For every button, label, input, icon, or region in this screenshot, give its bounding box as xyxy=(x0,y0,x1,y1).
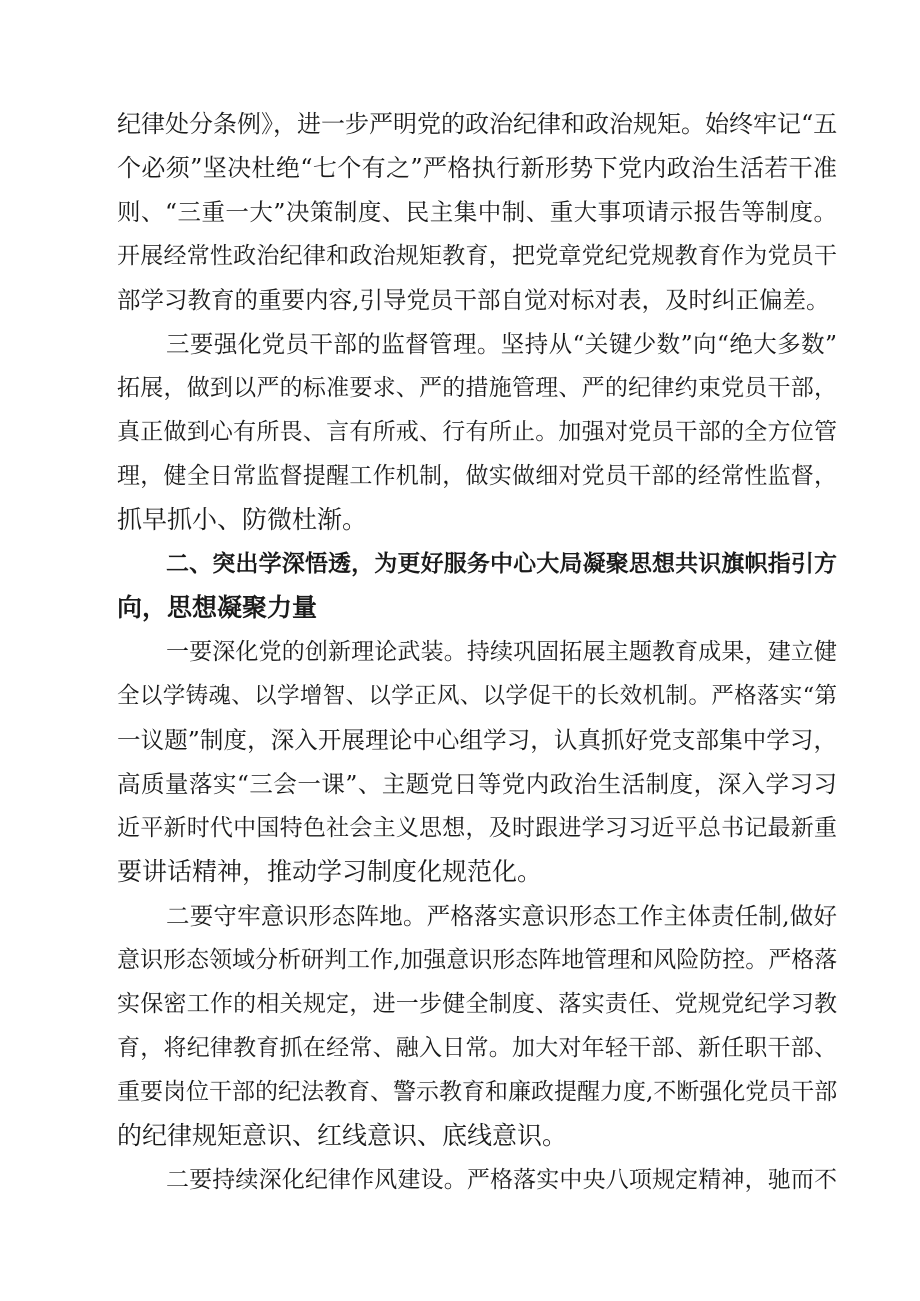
paragraph-first-line: 二要持续深化纪律作风建设。严格落实中央八项规定精神，驰而不 xyxy=(166,1167,837,1193)
text-line: 拓展，做到以严的标准要求、严的措施管理、严的纪律约束党员干部， xyxy=(117,375,837,401)
text-line: 个必须”坚决杜绝“七个有之”严格执行新形势下党内政治生活若干准 xyxy=(117,154,837,182)
text-line: 的纪律规矩意识、红线意识、底线意识。 xyxy=(117,1121,568,1150)
text-line: 育，将纪律教育抓在经常、融入日常。加大对年轻干部、新任职干部、 xyxy=(117,1035,837,1061)
text-line: 一议题”制度，深入开展理论中心组学习，认真抓好党支部集中学习， xyxy=(117,726,837,754)
text-line: 意识形态领域分析研判工作,加强意识形态阵地管理和风险防控。严格落 xyxy=(117,947,838,973)
text-line: 重要岗位干部的纪法教育、警示教育和廉政提醒力度,不断强化党员干部 xyxy=(117,1079,838,1105)
paragraph-first-line: 三要强化党员干部的监督管理。坚持从“关键少数”向“绝大多数” xyxy=(166,330,837,358)
text-line: 则、“三重一大”决策制度、民主集中制、重大事项请示报告等制度。 xyxy=(117,198,837,226)
text-line: 部学习教育的重要内容,引导党员干部自觉对标对表，及时纠正偏差。 xyxy=(117,286,830,314)
text-line: 开展经常性政治纪律和政治规矩教育，把党章党纪党规教育作为党员干 xyxy=(117,243,837,269)
text-line: 实保密工作的相关规定，进一步健全制度、落实责任、党规党纪学习教 xyxy=(117,991,837,1017)
paragraph-first-line: 一要深化党的创新理论武装。持续巩固拓展主题教育成果，建立健 xyxy=(166,639,837,665)
text-line: 高质量落实“三会一课”、主题党日等党内政治生活制度，深入学习习 xyxy=(117,770,837,798)
text-line: 理，健全日常监督提醒工作机制，做实做细对党员干部的经常性监督， xyxy=(117,463,837,489)
text-line: 纪律处分条例》，进一步严明党的政治纪律和政治规矩。始终牢记“五 xyxy=(117,110,838,138)
section-heading: 向，思想凝聚力量 xyxy=(117,593,318,622)
text-line: 要讲话精神，推动学习制度化规范化。 xyxy=(117,857,543,886)
text-line: 抓早抓小、防微杜渐。 xyxy=(117,505,368,534)
paragraph-first-line: 二要守牢意识形态阵地。严格落实意识形态工作主体责任制,做好 xyxy=(166,902,837,930)
text-line: 全以学铸魂、以学增智、以学正风、以学促干的长效机制。严格落实“第 xyxy=(117,683,837,709)
text-line: 真正做到心有所畏、言有所戒、行有所止。加强对党员干部的全方位管 xyxy=(117,419,837,445)
text-line: 近平新时代中国特色社会主义思想，及时跟进学习习近平总书记最新重 xyxy=(117,815,837,841)
section-heading: 二、突出学深悟透，为更好服务中心大局凝聚思想共识旗帜指引方 xyxy=(166,551,837,577)
